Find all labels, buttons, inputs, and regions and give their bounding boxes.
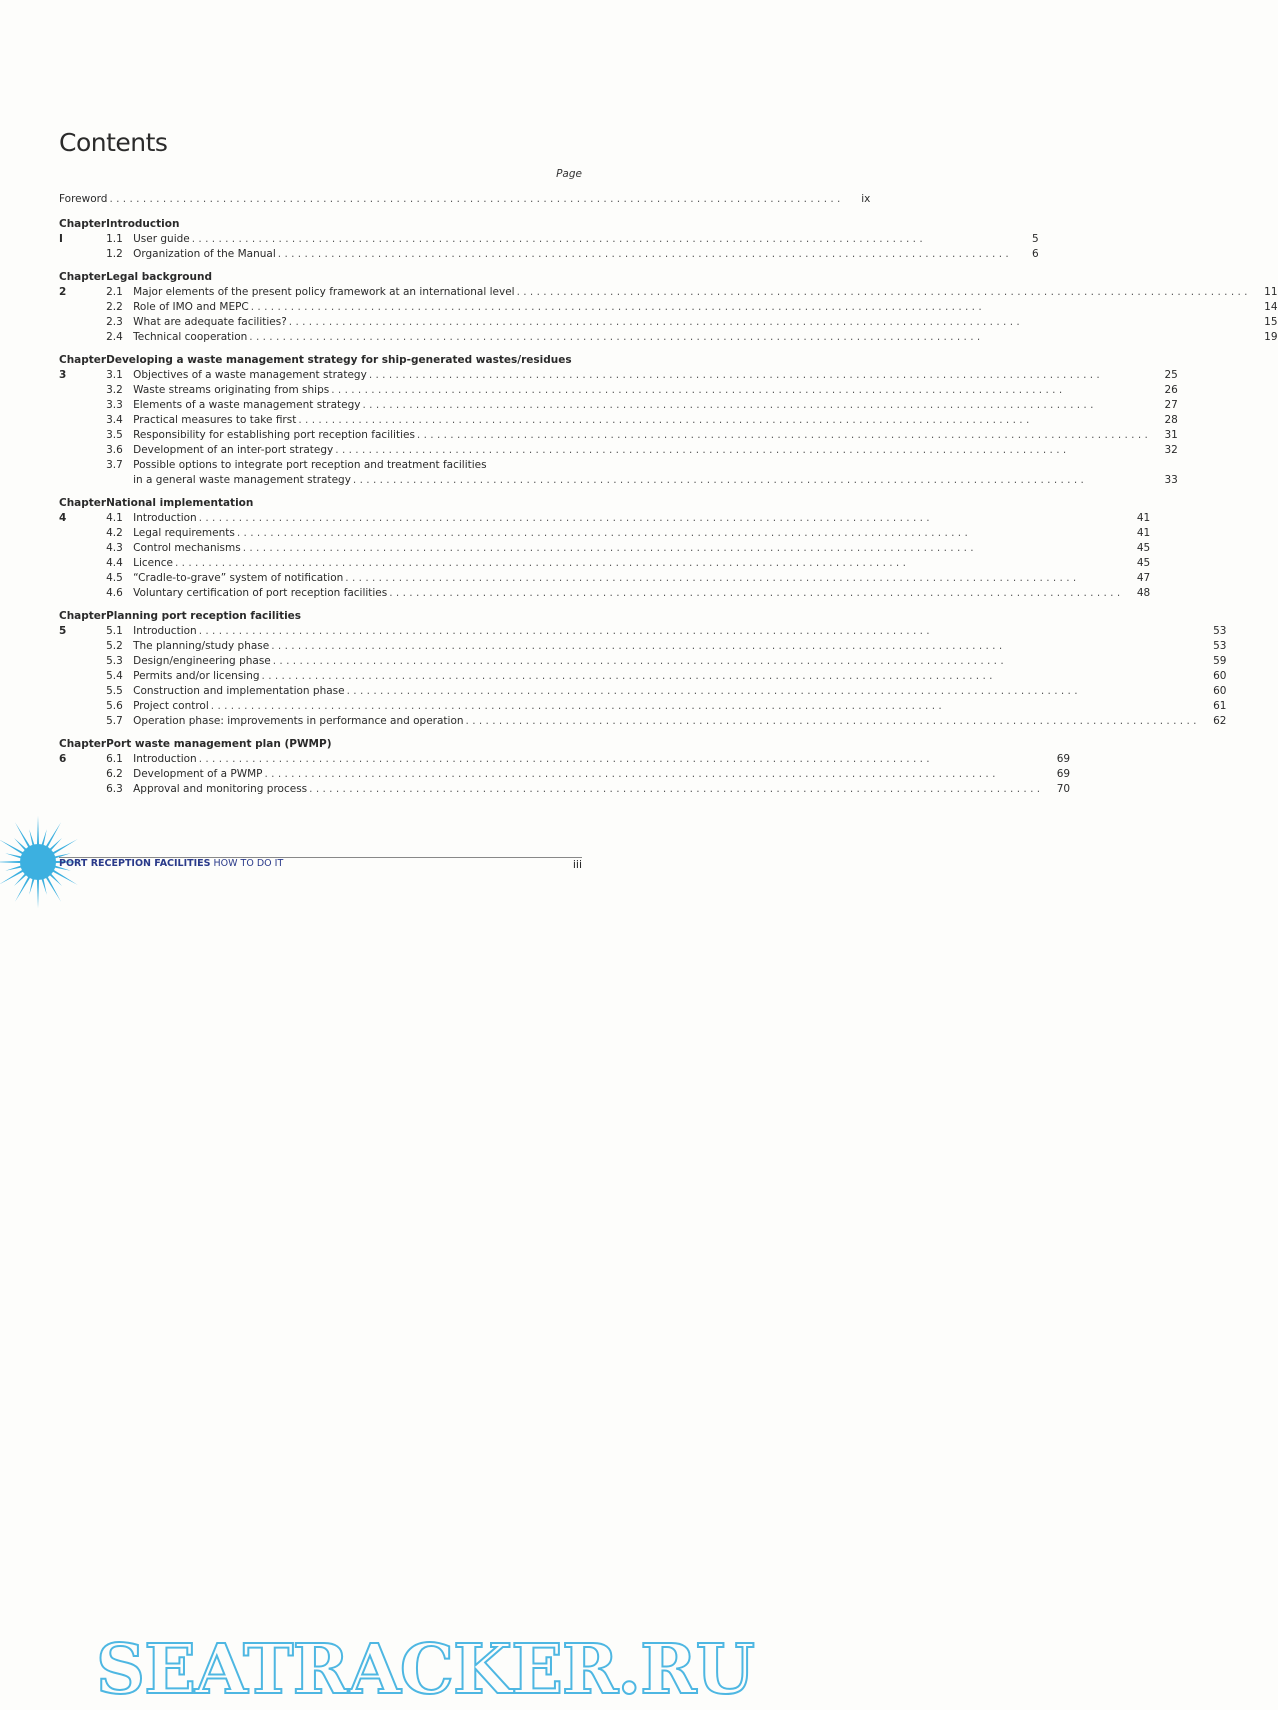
toc-entry[interactable] [106, 586, 1150, 601]
toc-entry[interactable] [106, 684, 1226, 699]
chapter-body [106, 270, 1277, 345]
entry-multiline [133, 458, 1178, 488]
dot-leader [273, 654, 1197, 669]
entry-title: Waste streams originating from ships [133, 384, 330, 396]
entry-number: 2.2 [106, 301, 123, 313]
foreword-label: Foreword [59, 193, 108, 205]
sunburst-ray [37, 878, 39, 908]
entry-title: Major elements of the present policy framework at an international level [133, 286, 515, 298]
entry-title: Role of IMO and MEPC [133, 301, 249, 313]
toc-entry[interactable] [106, 428, 1178, 443]
entry-title: Operation phase: improvements in performance and operation [133, 715, 464, 727]
entry-title: Legal requirements [133, 527, 235, 539]
chapter-title[interactable]: Introduction [106, 218, 180, 230]
entry-number: 2.1 [106, 286, 123, 298]
entry-title: The planning/study phase [133, 640, 270, 652]
toc-entry[interactable] [106, 232, 1039, 247]
chapter-title[interactable]: Planning port reception facilities [106, 610, 302, 622]
entry-title: in a general waste management strategy [133, 474, 351, 486]
chapter-body [106, 609, 1226, 729]
toc-entry[interactable] [106, 541, 1150, 556]
entry-page: 45 [1136, 542, 1151, 554]
entry-title: Control mechanisms [133, 542, 241, 554]
chapter-block [59, 217, 1039, 262]
chapter-label: Chapter 4 [59, 497, 107, 524]
entry-title: Introduction [133, 512, 197, 524]
entry-number: 3.1 [106, 369, 123, 381]
toc-entry[interactable] [106, 639, 1226, 654]
dot-leader [298, 413, 1148, 428]
entry-page: 61 [1213, 700, 1227, 712]
entry-title: User guide [133, 233, 190, 245]
toc-entry[interactable] [106, 511, 1150, 526]
dot-leader [389, 586, 1120, 601]
entry-page: 69 [1056, 768, 1071, 780]
toc-entry[interactable] [106, 624, 1226, 639]
entry-page: 31 [1164, 429, 1178, 441]
chapter-title[interactable]: Developing a waste management strategy for ship-generated wastes/residues [106, 354, 572, 366]
dot-leader [262, 669, 1197, 684]
entry-page: 48 [1136, 587, 1151, 599]
entry-page: 62 [1213, 715, 1227, 727]
toc-entry[interactable] [106, 285, 1277, 300]
sunburst-ray [29, 877, 35, 895]
toc-entry[interactable] [106, 315, 1277, 330]
entry-title: Design/engineering phase [133, 655, 271, 667]
entry-title: Project control [133, 700, 209, 712]
chapter-title[interactable]: Port waste management plan (PWMP) [106, 738, 332, 750]
entry-title: Development of a PWMP [133, 768, 263, 780]
dot-leader [363, 398, 1148, 413]
dot-leader [199, 511, 1121, 526]
entry-number: 5.6 [106, 700, 123, 712]
dot-leader [211, 699, 1197, 714]
toc-entry[interactable] [106, 699, 1226, 714]
entry-title-line-1: Possible options to integrate port reception and treatment facilities [133, 459, 487, 471]
dot-leader [417, 428, 1148, 443]
toc-entry[interactable] [106, 458, 1178, 488]
entry-title: What are adequate facilities? [133, 316, 287, 328]
dot-leader [175, 556, 1120, 571]
dot-leader [345, 571, 1120, 586]
toc-foreword[interactable] [59, 193, 871, 205]
dot-leader [243, 541, 1121, 556]
toc-entry[interactable] [106, 383, 1178, 398]
entry-page: 27 [1164, 399, 1178, 411]
entry-title: “Cradle-to-grave” system of notification [133, 572, 344, 584]
entry-page: 26 [1164, 384, 1178, 396]
chapter-body [106, 353, 1178, 488]
toc-entry[interactable] [106, 571, 1150, 586]
foreword-page: ix [861, 193, 871, 205]
entry-page: 15 [1264, 316, 1278, 328]
dot-leader [369, 368, 1148, 383]
entry-page: 47 [1136, 572, 1151, 584]
entry-number: 5.2 [106, 640, 123, 652]
toc-entry[interactable] [106, 767, 1070, 782]
chapter-label: Chapter 6 [59, 738, 107, 765]
entry-title: Responsibility for establishing port reception facilities [133, 429, 415, 441]
chapter-label: Chapter I [59, 218, 107, 245]
entry-number: 3.6 [106, 444, 123, 456]
toc-entry[interactable] [106, 526, 1150, 541]
page-column-label: Page [556, 168, 582, 180]
dot-leader [289, 315, 1248, 330]
chapter-title[interactable]: National implementation [106, 497, 254, 509]
toc-entry[interactable] [106, 556, 1150, 571]
sunburst-ray [45, 822, 61, 849]
entry-title: Introduction [133, 753, 197, 765]
entry-number: 4.5 [106, 572, 123, 584]
entry-page: 60 [1213, 670, 1227, 682]
footer-book-title-rest: HOW TO DO IT [210, 858, 284, 869]
entry-number: 3.3 [106, 399, 123, 411]
chapter-block [59, 496, 1151, 601]
entry-number: 1.1 [106, 233, 123, 245]
entry-page: 6 [1032, 248, 1039, 260]
entry-title: Development of an inter-port strategy [133, 444, 334, 456]
chapter-block [59, 353, 1178, 488]
sunburst-ray [41, 877, 47, 895]
entry-title: Licence [133, 557, 173, 569]
footer-page-number: iii [572, 858, 582, 871]
sunburst-ray [15, 875, 31, 902]
dot-leader [264, 767, 1040, 782]
toc-entry[interactable] [106, 714, 1226, 729]
entry-number: 1.2 [106, 248, 123, 260]
sunburst-ray [29, 829, 35, 847]
toc-entry[interactable] [106, 782, 1070, 797]
sunburst-ray [0, 861, 22, 863]
dot-leader [347, 684, 1197, 699]
entry-number: 5.3 [106, 655, 123, 667]
entry-number: 5.1 [106, 625, 123, 637]
chapter-block [59, 609, 1227, 729]
dot-leader [192, 232, 1009, 247]
entry-number: 5.5 [106, 685, 123, 697]
entry-number: 3.7 [106, 459, 123, 471]
entry-number: 6.3 [106, 783, 123, 795]
entry-number: 3.2 [106, 384, 123, 396]
chapter-list [59, 217, 1278, 805]
dot-leader [199, 752, 1040, 767]
sunburst-ray [51, 869, 78, 885]
toc-entry[interactable] [106, 330, 1277, 345]
entry-number: 4.1 [106, 512, 123, 524]
entry-number: 5.7 [106, 715, 123, 727]
entry-number: 6.1 [106, 753, 123, 765]
entry-title: Technical cooperation [133, 331, 248, 343]
page-title: Contents [59, 128, 168, 157]
entry-title: Objectives of a waste management strategy [133, 369, 367, 381]
entry-page: 59 [1213, 655, 1227, 667]
dot-leader [278, 247, 1009, 262]
chapter-body [106, 737, 1070, 797]
entry-page: 53 [1213, 625, 1227, 637]
toc-entry[interactable] [106, 368, 1178, 383]
dot-leader [309, 782, 1040, 797]
entry-number: 3.5 [106, 429, 123, 441]
entry-page: 60 [1213, 685, 1227, 697]
dot-leader [517, 285, 1248, 300]
entry-title: Practical measures to take first [133, 414, 297, 426]
chapter-body [106, 217, 1039, 262]
dot-leader [109, 193, 840, 205]
toc-entry[interactable] [106, 752, 1070, 767]
sunburst-ray [41, 829, 47, 847]
entry-page: 11 [1264, 286, 1278, 298]
toc-entry[interactable] [106, 443, 1178, 458]
sunburst-ray [37, 816, 39, 846]
entry-page: 41 [1136, 512, 1151, 524]
entry-page: 19 [1264, 331, 1278, 343]
watermark-text: SEATRACKER.RU [96, 1630, 754, 1710]
entry-page: 32 [1164, 444, 1178, 456]
chapter-label: Chapter 5 [59, 610, 107, 637]
toc-entry[interactable] [106, 300, 1277, 315]
toc-entry[interactable] [106, 669, 1226, 684]
entry-number: 4.4 [106, 557, 123, 569]
entry-page: 5 [1032, 233, 1039, 245]
entry-page: 41 [1136, 527, 1151, 539]
entry-page: 25 [1164, 369, 1178, 381]
entry-number: 5.4 [106, 670, 123, 682]
entry-number: 4.2 [106, 527, 123, 539]
entry-number: 4.3 [106, 542, 123, 554]
entry-page: 53 [1213, 640, 1227, 652]
dot-leader [331, 383, 1148, 398]
footer-book-title-bold: PORT RECEPTION FACILITIES [59, 858, 211, 869]
entry-title-line-2 [133, 473, 1178, 488]
dot-leader [199, 624, 1197, 639]
sunburst-ray [45, 875, 61, 902]
footer-book-title [59, 858, 283, 869]
dot-leader [237, 526, 1120, 541]
entry-number: 2.4 [106, 331, 123, 343]
chapter-block [59, 737, 1071, 797]
entry-page: 28 [1164, 414, 1178, 426]
chapter-label: Chapter 2 [59, 271, 107, 298]
entry-title: Voluntary certification of port reception facilities [133, 587, 388, 599]
dot-leader [271, 639, 1196, 654]
entry-page: 70 [1056, 783, 1071, 795]
dot-leader [249, 330, 1247, 345]
chapter-block [59, 270, 1278, 345]
entry-page: 45 [1136, 557, 1151, 569]
toc-entry[interactable] [106, 398, 1178, 413]
entry-title: Construction and implementation phase [133, 685, 345, 697]
entry-title: Introduction [133, 625, 197, 637]
chapter-label: Chapter 3 [59, 354, 107, 381]
sunburst-ray [0, 869, 25, 885]
entry-page: 69 [1056, 753, 1071, 765]
sunburst-ray [5, 853, 23, 859]
entry-number: 2.3 [106, 316, 123, 328]
entry-title: Elements of a waste management strategy [133, 399, 361, 411]
chapter-body [106, 496, 1150, 601]
entry-title: Permits and/or licensing [133, 670, 260, 682]
entry-number: 4.6 [106, 587, 123, 599]
entry-page: 14 [1264, 301, 1278, 313]
entry-page: 33 [1164, 474, 1178, 486]
entry-title: Approval and monitoring process [133, 783, 308, 795]
entry-number: 3.4 [106, 414, 123, 426]
toc-entry[interactable] [106, 654, 1226, 669]
dot-leader [251, 300, 1248, 315]
dot-leader [466, 714, 1197, 729]
chapter-title[interactable]: Legal background [106, 271, 212, 283]
sunburst-ray [51, 839, 78, 855]
entry-title: Organization of the Manual [133, 248, 276, 260]
dot-leader [335, 443, 1148, 458]
entry-number: 6.2 [106, 768, 123, 780]
sunburst-ray [0, 839, 25, 855]
dot-leader [353, 473, 1148, 488]
sunburst-ray [15, 822, 31, 849]
sunburst-ray [5, 865, 23, 871]
toc-entry[interactable] [106, 413, 1178, 428]
toc-entry[interactable] [106, 247, 1039, 262]
